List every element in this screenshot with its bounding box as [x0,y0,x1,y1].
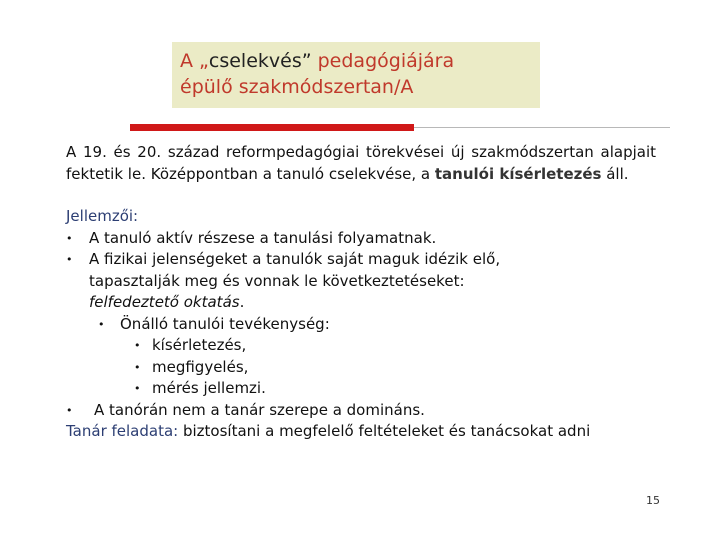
teacher-task-text: biztosítani a megfelelő feltételeket és tanácsokat adni [178,422,591,440]
subsub-list-item-text: mérés jellemzi. [152,379,266,397]
subsub-list-item-text: megfigyelés, [152,357,249,376]
intro-bold-text: tanulói kísérletezés [434,164,602,183]
title-underline-bar [130,124,414,131]
bullet-icon: • [134,360,141,374]
sub-list-item [66,314,656,336]
slide-title [172,42,540,108]
teacher-task [66,421,656,443]
list-item-text: A tanórán nem a tanár szerepe a domináns. [94,400,425,419]
title-suffix: pedagógiájára [311,50,455,72]
sub-list-item-text: Önálló tanulói tevékenység: [120,314,330,333]
slide-body [66,142,656,443]
title-highlight: cselekvés” [208,50,312,72]
title-prefix: A „ [180,50,209,72]
title-line-2: épülő szakmódszertan/A [180,76,414,98]
paragraph-gap [66,185,656,206]
title-divider-line [414,127,670,128]
page-number: 15 [646,494,660,507]
subsub-list-item-text: kísérletezés, [152,336,247,354]
bullet-icon: • [66,403,73,417]
teacher-task-label: Tanár feladata: [66,422,179,440]
list-item [66,400,656,422]
bullet-icon: • [66,231,73,245]
list-item [66,249,656,271]
list-item-continuation [66,292,656,314]
intro-paragraph [66,142,656,185]
subsub-list-item [66,335,656,357]
list-item-text: A fizikai jelenségeket a tanulók saját maguk idézik elő, [89,250,501,268]
intro-text-after: áll. [601,164,629,183]
list-item [66,228,656,250]
bullet-icon: • [66,253,73,266]
subsub-list-item [66,378,656,400]
intro-text-before: A 19. és 20. század reformpedagógiai törekvései új szakmódszertan alapjait fektetik le. Középpontban a tanuló cselekvése, a [66,143,656,183]
title-line-1 [180,48,540,74]
bullet-icon: • [134,339,141,352]
bullet-icon: • [98,317,105,331]
italic-term: felfedeztető oktatás [89,293,240,311]
list-item-continuation: tapasztalják meg és vonnak le következtetéseket: [89,271,465,290]
subsub-list-item [66,357,656,379]
list-item-text: A tanuló aktív részese a tanulási folyamatnak. [89,228,437,247]
period: . [239,293,245,311]
features-heading: Jellemzői: [66,207,139,225]
bullet-icon: • [134,382,141,395]
